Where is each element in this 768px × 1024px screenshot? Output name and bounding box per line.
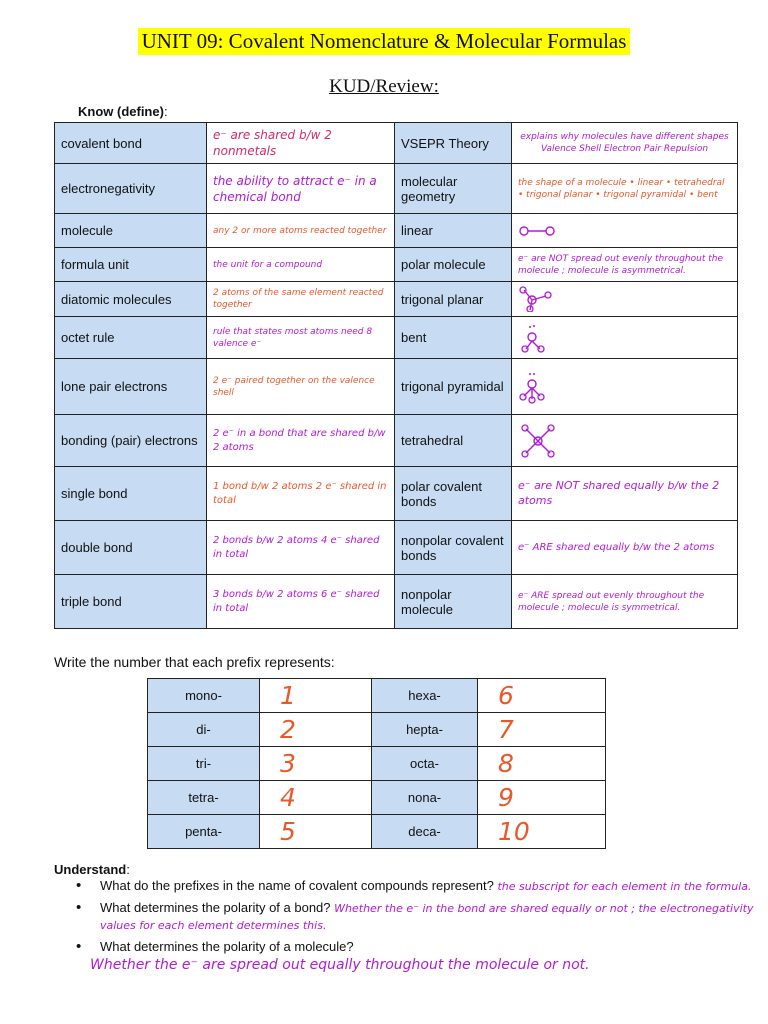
- question-text: What determines the polarity of a molecule?: [100, 938, 354, 954]
- term-cell: covalent bond: [55, 123, 207, 164]
- prefix-value: 7: [478, 713, 606, 747]
- understand-questions: [54, 878, 768, 981]
- answer-text: Whether the e⁻ are spread out equally throughout the molecule or not.: [90, 957, 590, 973]
- term-cell: octet rule: [55, 317, 207, 359]
- term-cell: triple bond: [55, 575, 207, 629]
- prefix-value: 2: [260, 713, 372, 747]
- trigonal-planar-diagram: [518, 286, 558, 312]
- trigonal-pyramidal-diagram: [518, 370, 558, 404]
- term-cell: nonpolar molecule: [395, 575, 512, 629]
- know-heading: [78, 104, 168, 119]
- answer-cell: 2 e⁻ paired together on the valence shell: [207, 359, 395, 415]
- table-row: [148, 781, 606, 815]
- prefix-value: 1: [260, 679, 372, 713]
- answer-cell: rule that states most atoms need 8 valence e⁻: [207, 317, 395, 359]
- answer-cell: e⁻ ARE spread out evenly throughout the molecule ; molecule is symmetrical.: [512, 575, 738, 629]
- prefix-cell: penta-: [148, 815, 260, 849]
- prefix-value: 10: [478, 815, 606, 849]
- table-row: [55, 317, 738, 359]
- term-cell: polar molecule: [395, 248, 512, 282]
- answer-cell: 2 e⁻ in a bond that are shared b/w 2 atoms: [207, 415, 395, 467]
- answer-cell: e⁻ ARE shared equally b/w the 2 atoms: [512, 521, 738, 575]
- question-text: What determines the polarity of a bond?: [100, 900, 331, 916]
- bent-molecule-diagram: [518, 323, 558, 353]
- page-title: UNIT 09: Covalent Nomenclature & Molecular Formulas: [138, 28, 631, 55]
- prefix-cell: di-: [148, 713, 260, 747]
- term-cell: single bond: [55, 467, 207, 521]
- list-item: [54, 900, 768, 933]
- tetrahedral-diagram: [518, 423, 558, 459]
- table-row: [55, 214, 738, 248]
- term-cell: linear: [395, 214, 512, 248]
- prefix-value: 5: [260, 815, 372, 849]
- answer-cell: 2 atoms of the same element reacted together: [207, 282, 395, 317]
- page-subtitle: KUD/Review:: [329, 76, 439, 97]
- table-row: [55, 415, 738, 467]
- table-row: [148, 747, 606, 781]
- answer-cell: explains why molecules have different shapes Valence Shell Electron Pair Repulsion: [512, 123, 738, 164]
- prefix-cell: octa-: [372, 747, 478, 781]
- diagram-cell: [512, 415, 738, 467]
- table-row: [148, 815, 606, 849]
- table-row: [148, 713, 606, 747]
- title-wrap: [0, 28, 768, 55]
- term-cell: bonding (pair) electrons: [55, 415, 207, 467]
- prefix-instructions: Write the number that each prefix represents:: [54, 654, 335, 670]
- know-colon: :: [163, 104, 168, 119]
- prefix-value: 6: [478, 679, 606, 713]
- diagram-cell: [512, 214, 738, 248]
- term-cell: double bond: [55, 521, 207, 575]
- table-row: [55, 575, 738, 629]
- prefix-cell: tetra-: [148, 781, 260, 815]
- answer-cell: e⁻ are shared b/w 2 nonmetals: [207, 123, 395, 164]
- table-row: [55, 248, 738, 282]
- table-row: [55, 164, 738, 214]
- table-row: [55, 282, 738, 317]
- answer-cell: the ability to attract e⁻ in a chemical bond: [207, 164, 395, 214]
- term-cell: trigonal pyramidal: [395, 359, 512, 415]
- table-row: [55, 467, 738, 521]
- prefix-value: 9: [478, 781, 606, 815]
- term-cell: diatomic molecules: [55, 282, 207, 317]
- answer-cell: the shape of a molecule • linear • tetrahedral • trigonal planar • trigonal pyramidal • bent: [512, 164, 738, 214]
- linear-molecule-diagram: [518, 224, 558, 238]
- term-cell: nonpolar covalent bonds: [395, 521, 512, 575]
- prefix-cell: tri-: [148, 747, 260, 781]
- term-cell: electronegativity: [55, 164, 207, 214]
- term-cell: polar covalent bonds: [395, 467, 512, 521]
- prefix-cell: hexa-: [372, 679, 478, 713]
- table-row: [55, 521, 738, 575]
- table-row: [148, 679, 606, 713]
- understand-colon: :: [126, 862, 130, 877]
- answer-cell: e⁻ are NOT shared equally b/w the 2 atoms: [512, 467, 738, 521]
- answer-cell: any 2 or more atoms reacted together: [207, 214, 395, 248]
- term-cell: bent: [395, 317, 512, 359]
- list-item: [54, 878, 768, 894]
- answer-text: the subscript for each element in the formula.: [497, 880, 752, 893]
- term-cell: formula unit: [55, 248, 207, 282]
- definitions-table: [54, 122, 738, 629]
- table-row: [55, 123, 738, 164]
- prefix-value: 3: [260, 747, 372, 781]
- know-label: Know (define): [78, 104, 164, 119]
- understand-label: Understand: [54, 862, 127, 877]
- prefix-cell: deca-: [372, 815, 478, 849]
- answer-cell: 1 bond b/w 2 atoms 2 e⁻ shared in total: [207, 467, 395, 521]
- answer-cell: 3 bonds b/w 2 atoms 6 e⁻ shared in total: [207, 575, 395, 629]
- prefix-value: 8: [478, 747, 606, 781]
- prefix-cell: hepta-: [372, 713, 478, 747]
- answer-cell: the unit for a compound: [207, 248, 395, 282]
- term-cell: trigonal planar: [395, 282, 512, 317]
- answer-cell: e⁻ are NOT spread out evenly throughout the molecule ; molecule is asymmetrical.: [512, 248, 738, 282]
- table-row: [55, 359, 738, 415]
- term-cell: molecular geometry: [395, 164, 512, 214]
- term-cell: lone pair electrons: [55, 359, 207, 415]
- list-item: [54, 939, 768, 975]
- diagram-cell: [512, 359, 738, 415]
- prefix-table: [147, 678, 606, 849]
- prefix-value: 4: [260, 781, 372, 815]
- understand-heading: [54, 862, 130, 877]
- answer-cell: 2 bonds b/w 2 atoms 4 e⁻ shared in total: [207, 521, 395, 575]
- diagram-cell: [512, 317, 738, 359]
- answer-text: Whether the e⁻ in the bond are shared equally or not ; the electronegativity values for each element determines this.: [100, 902, 754, 932]
- term-cell: tetrahedral: [395, 415, 512, 467]
- prefix-cell: mono-: [148, 679, 260, 713]
- prefix-cell: nona-: [372, 781, 478, 815]
- term-cell: VSEPR Theory: [395, 123, 512, 164]
- diagram-cell: [512, 282, 738, 317]
- term-cell: molecule: [55, 214, 207, 248]
- question-text: What do the prefixes in the name of covalent compounds represent?: [100, 878, 494, 893]
